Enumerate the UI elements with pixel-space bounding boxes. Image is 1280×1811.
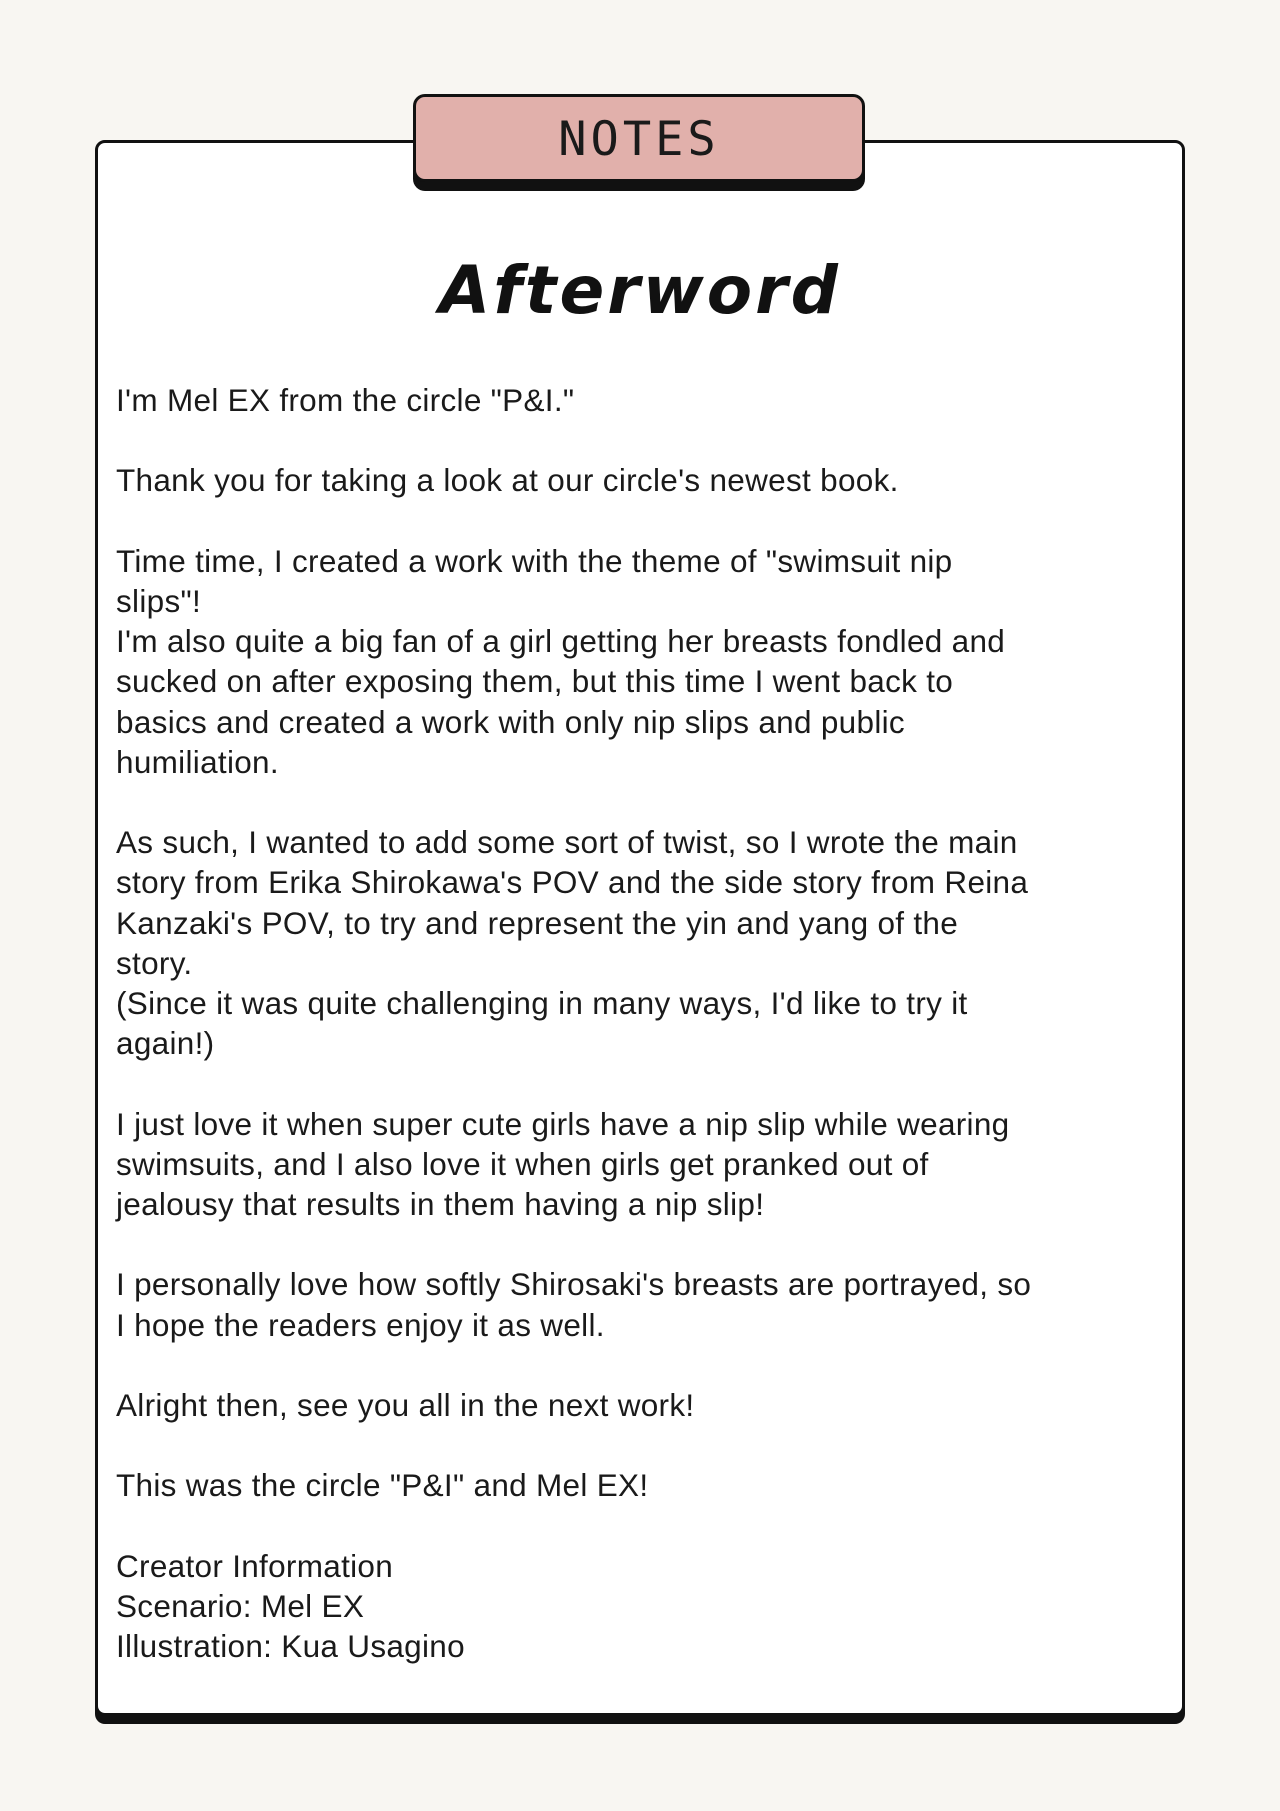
paragraph-farewell <box>116 1385 1136 1425</box>
text-line: humiliation. <box>116 743 279 780</box>
text-line: I personally love how softly Shirosaki's breasts are portrayed, so <box>116 1266 1032 1303</box>
text-line: Kanzaki's POV, to try and represent the yin and yang of the <box>116 904 959 941</box>
creator-information <box>116 1546 1136 1667</box>
text-line: story from Erika Shirokawa's POV and the side story from Reina <box>116 864 1029 901</box>
text-line: As such, I wanted to add some sort of twist, so I wrote the main <box>116 824 1018 861</box>
credits-illustration: Illustration: Kua Usagino <box>116 1628 465 1665</box>
text-line: jealousy that results in them having a nip slip! <box>116 1186 765 1222</box>
notes-tab-header <box>413 94 865 182</box>
afterword-body <box>116 380 1136 1666</box>
notes-tab-label: NOTES <box>558 111 720 167</box>
text-line: again!) <box>116 1025 215 1062</box>
text-line: I just love it when super cute girls have a nip slip while wearing <box>116 1105 1010 1142</box>
text-line: I'm also quite a big fan of a girl getting her breasts fondled and <box>116 623 1006 660</box>
paragraph-intro <box>116 380 1136 420</box>
paragraph-theme <box>116 541 1136 782</box>
paragraph-signoff <box>116 1465 1136 1505</box>
text-line: basics and created a work with only nip slips and public <box>116 703 905 740</box>
credits-scenario: Scenario: Mel EX <box>116 1587 365 1624</box>
text-line: sucked on after exposing them, but this time I went back to <box>116 663 954 700</box>
text-line: swimsuits, and I also love it when girls get pranked out of <box>116 1145 929 1182</box>
text-line: Thank you for taking a look at our circle's newest book. <box>116 462 899 499</box>
paragraph-thanks <box>116 460 1136 500</box>
paragraph-twist <box>116 822 1136 1063</box>
text-line: Alright then, see you all in the next work! <box>116 1386 695 1423</box>
text-line: This was the circle "P&I" and Mel EX! <box>116 1467 649 1504</box>
text-line: (Since it was quite challenging in many ways, I'd like to try it <box>116 985 968 1021</box>
credits-heading: Creator Information <box>116 1547 394 1584</box>
paragraph-portrayal <box>116 1264 1136 1344</box>
text-line: I hope the readers enjoy it as well. <box>116 1306 605 1343</box>
text-line: story. <box>116 944 193 981</box>
paragraph-love <box>116 1104 1136 1225</box>
text-line: I'm Mel EX from the circle "P&I." <box>116 382 575 418</box>
text-line: Time time, I created a work with the theme of "swimsuit nip <box>116 542 953 579</box>
text-line: slips"! <box>116 582 202 619</box>
page-title: Afterword <box>439 252 841 329</box>
